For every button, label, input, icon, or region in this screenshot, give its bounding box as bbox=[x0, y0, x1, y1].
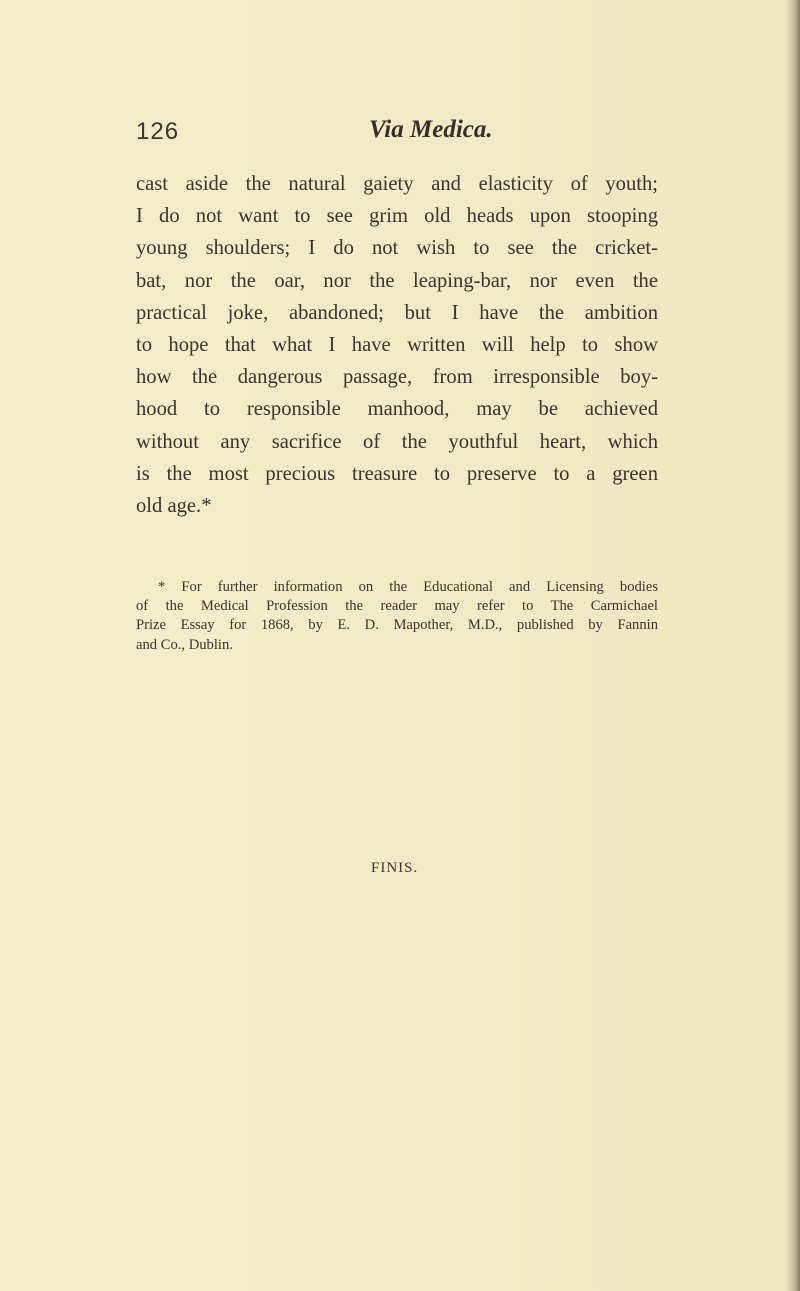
body-line: hood to responsible manhood, may be achieved bbox=[136, 398, 658, 421]
finis-label: FINIS. bbox=[371, 860, 419, 876]
page-header bbox=[136, 118, 656, 158]
body-line: without any sacrifice of the youthful heart, which bbox=[136, 430, 658, 453]
body-line: is the most precious treasure to preserve to a green bbox=[136, 462, 658, 485]
body-line: practical joke, abandoned; but I have the ambition bbox=[136, 301, 658, 324]
footnote-line: and Co., Dublin. bbox=[136, 636, 233, 653]
page-edge-shadow bbox=[786, 0, 800, 1291]
body-line: young shoulders; I do not wish to see the cricket- bbox=[136, 237, 658, 260]
body-paragraph bbox=[136, 168, 658, 522]
footnote-line: * For further information on the Educational and Licensing bodies bbox=[158, 579, 658, 595]
body-line: I do not want to see grim old heads upon stooping bbox=[136, 205, 658, 228]
body-line: cast aside the natural gaiety and elasticity of youth; bbox=[136, 173, 658, 195]
footnote-line: of the Medical Profession the reader may refer to The Carmichael bbox=[136, 598, 658, 615]
running-title: Via Medica. bbox=[369, 116, 493, 143]
footnote-line: Prize Essay for 1868, by E. D. Mapother, M.D., published by Fannin bbox=[136, 617, 658, 634]
body-line: how the dangerous passage, from irresponsible boy- bbox=[136, 366, 658, 389]
body-line: bat, nor the oar, nor the leaping-bar, nor even the bbox=[136, 269, 658, 292]
page-number: 126 bbox=[136, 118, 180, 145]
footnote bbox=[136, 578, 658, 655]
body-line: old age.* bbox=[136, 495, 212, 518]
body-line: to hope that what I have written will help to show bbox=[136, 334, 658, 357]
